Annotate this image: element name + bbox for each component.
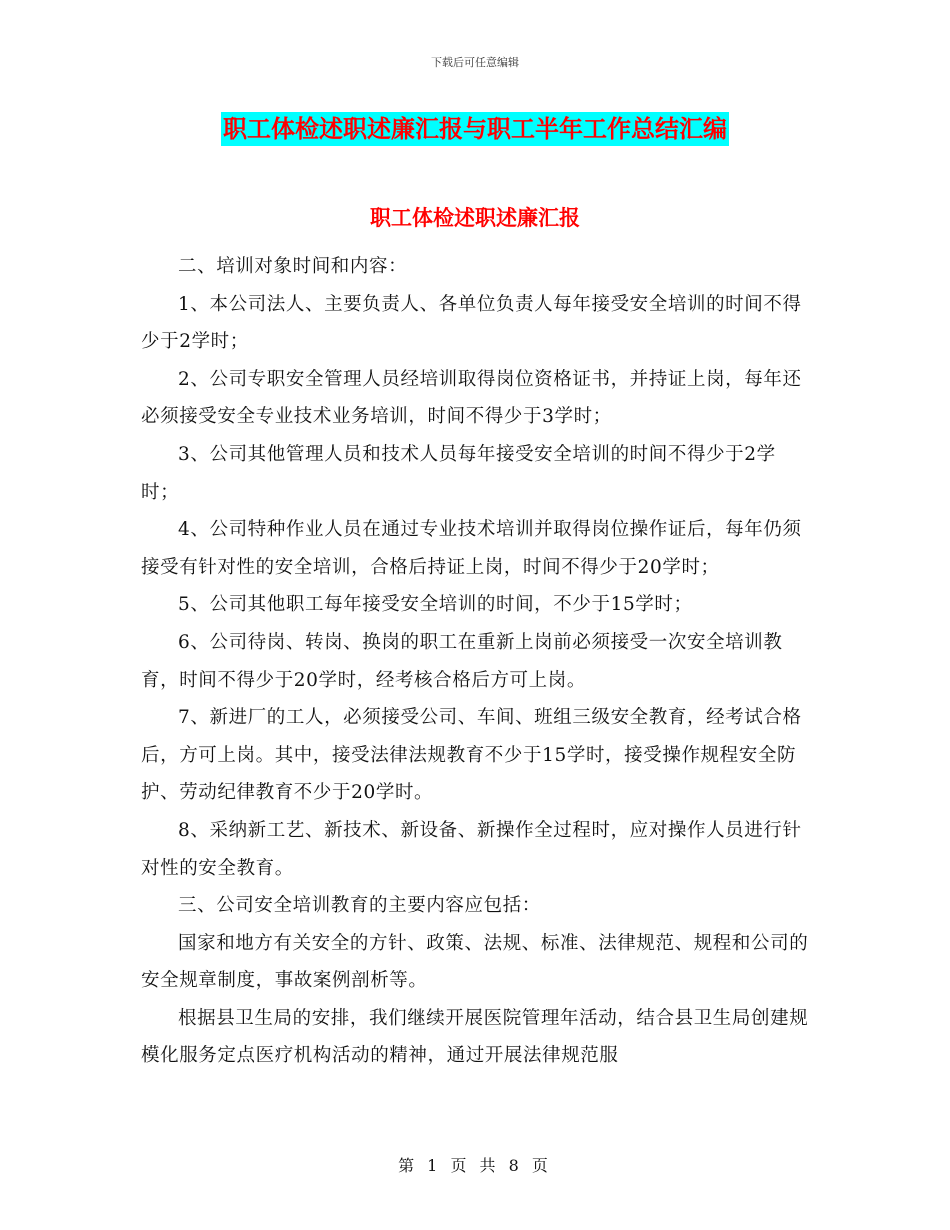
paragraph: 5、公司其他职工每年接受安全培训的时间，不少于15学时；: [178, 594, 693, 616]
section-title: 职工体检述职述廉汇报: [370, 206, 580, 230]
main-title: 职工体检述职述廉汇报与职工半年工作总结汇编: [221, 112, 729, 146]
paragraph: 6、公司待岗、转岗、换岗的职工在重新上岗前必须接受一次安全培训教育，时间不得少于20学时，经考核合格后方可上岗。: [141, 631, 783, 691]
paragraph: 7、新进厂的工人，必须接受公司、车间、班组三级安全教育，经考试合格后，方可上岗。其中，接受法律法规教育不少于15学时，接受操作规程安全防护、劳动纪律教育不少于20学时。: [141, 707, 802, 804]
paragraph: 国家和地方有关安全的方针、政策、法规、标准、法律规范、规程和公司的安全规章制度，事故案例剖析等。: [141, 932, 809, 992]
paragraph: 8、采纳新工艺、新技术、新设备、新操作全过程时，应对操作人员进行针对性的安全教育。: [141, 819, 802, 879]
paragraph: 1、本公司法人、主要负责人、各单位负责人每年接受安全培训的时间不得少于2学时；: [141, 293, 802, 353]
paragraph: 二、培训对象时间和内容：: [178, 256, 408, 277]
header-note: 下载后可任意编辑: [431, 56, 519, 69]
paragraph: 三、公司安全培训教育的主要内容应包括：: [178, 895, 541, 917]
page-footer: 第 1 页 共 8 页: [398, 1156, 552, 1175]
main-title-wrap: [0, 112, 950, 146]
paragraph: 3、公司其他管理人员和技术人员每年接受安全培训的时间不得少于2学时；: [141, 443, 776, 503]
paragraph: 4、公司特种作业人员在通过专业技术培训并取得岗位操作证后，每年仍须接受有针对性的安全培训，合格后持证上岗，时间不得少于20学时；: [141, 519, 802, 578]
document-body: [141, 248, 809, 1075]
paragraph: 根据县卫生局的安排，我们继续开展医院管理年活动，结合县卫生局创建规模化服务定点医疗机构活动的精神，通过开展法律规范服: [141, 1007, 809, 1067]
paragraph: 2、公司专职安全管理人员经培训取得岗位资格证书，并持证上岗，每年还必须接受安全专业技术业务培训，时间不得少于3学时；: [141, 368, 802, 428]
